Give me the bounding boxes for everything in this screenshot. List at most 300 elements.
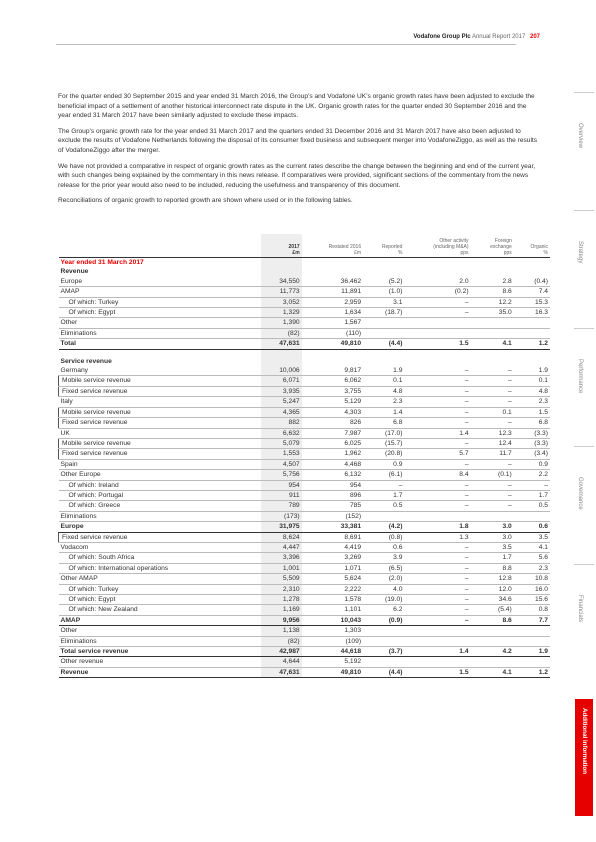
table-row (59, 636, 551, 646)
table-cell: 4.8 (514, 386, 550, 396)
table-cell: 7.4 (514, 287, 550, 297)
table-row (59, 605, 551, 615)
row-label: Germany (59, 366, 261, 376)
column-header-text: Other activity (439, 238, 469, 244)
table-cell: 16.3 (514, 308, 550, 318)
table-cell: 49,810 (302, 339, 363, 349)
table-cell (404, 626, 470, 636)
table-row (59, 480, 551, 490)
table-row (59, 532, 551, 542)
table-cell (514, 349, 550, 357)
table-cell (514, 328, 550, 338)
table-cell: 911 (261, 490, 302, 500)
table-cell: (173) (261, 511, 302, 521)
column-unit: £m (354, 250, 362, 256)
table-row (59, 522, 551, 532)
table-cell: 1.9 (514, 366, 550, 376)
table-cell: 6.2 (363, 605, 404, 615)
section-tab-strategy[interactable] (574, 210, 594, 329)
table-cell: 6.8 (363, 418, 404, 428)
table-cell: 12.2 (471, 297, 514, 307)
table-cell (471, 318, 514, 328)
table-row (59, 386, 551, 396)
table-cell: 5,624 (302, 574, 363, 584)
table-cell: 1,390 (261, 318, 302, 328)
table-cell (404, 349, 470, 357)
column-header-text: 2017 (288, 244, 300, 250)
section-tab-additional-information[interactable] (575, 699, 593, 816)
table-cell: 7,987 (302, 428, 363, 438)
table-cell: 4.8 (363, 386, 404, 396)
table-cell: – (471, 480, 514, 490)
table-cell: (3.7) (363, 647, 404, 657)
paragraph: We have not provided a comparative in respect of organic growth rates as the current rates describe the change between the beginning and end of the current year, with such changes being explained by the commentary in this news release. If comparatives were provided, significant sections of the commentary from the news release for the prior year would also need to be included, reducing the usefulness and transparency of this document. (58, 162, 536, 189)
column-header-2017 (261, 234, 302, 258)
table-cell: (82) (261, 328, 302, 338)
table-spacer (59, 349, 551, 357)
table-cell: 0.5 (514, 501, 550, 511)
table-cell: 8.4 (404, 470, 470, 480)
row-label: Of which: Egypt (59, 595, 261, 605)
column-header-text: Organic (530, 244, 548, 250)
table-cell (404, 328, 470, 338)
table-cell: (152) (302, 511, 363, 521)
table-cell: 12.8 (471, 574, 514, 584)
row-label: Of which: Turkey (59, 297, 261, 307)
section-tab-label: Overview (577, 123, 583, 149)
section-tab-governance[interactable] (574, 446, 594, 565)
table-row (59, 366, 551, 376)
table-cell: 9,956 (261, 615, 302, 625)
table-row (59, 511, 551, 521)
table-cell: – (471, 418, 514, 428)
table-cell: 2.8 (471, 277, 514, 287)
report-title: Annual Report 2017 (471, 34, 526, 40)
row-label: Eliminations (59, 636, 261, 646)
table-row (59, 542, 551, 552)
column-unit: % (398, 250, 403, 256)
table-cell: 1,001 (261, 563, 302, 573)
table-cell: 0.5 (363, 501, 404, 511)
table-cell: 4.1 (471, 339, 514, 349)
table-cell (363, 657, 404, 667)
table-cell: 826 (302, 418, 363, 428)
table-cell: (18.7) (363, 308, 404, 318)
table-cell (363, 636, 404, 646)
table-cell: 4,419 (302, 542, 363, 552)
table-cell: 0.1 (471, 407, 514, 417)
table-cell: 8.8 (471, 563, 514, 573)
section-tab-performance[interactable] (574, 328, 594, 447)
table-cell: (6.1) (363, 470, 404, 480)
table-cell: 35.0 (471, 308, 514, 318)
table-cell: – (471, 366, 514, 376)
table-cell: 1,567 (302, 318, 363, 328)
table-cell (514, 318, 550, 328)
row-label: Spain (59, 459, 261, 469)
table-cell: 2.2 (514, 470, 550, 480)
page-number: 207 (529, 34, 540, 40)
row-label: Other AMAP (59, 574, 261, 584)
table-cell: – (471, 490, 514, 500)
row-label: Revenue (60, 268, 89, 276)
row-label: Of which: New Zealand (59, 605, 261, 615)
column-header-text: Foreign (494, 238, 512, 244)
table-cell: 6,071 (261, 376, 302, 386)
table-cell: (5.2) (363, 277, 404, 287)
row-label: Of which: Ireland (59, 480, 261, 490)
table-cell: 3.1 (363, 297, 404, 307)
section-tab-label: Performance (577, 359, 583, 394)
table-cell: – (404, 459, 470, 469)
table-cell: 16.0 (514, 584, 550, 594)
table-cell: 34.6 (471, 595, 514, 605)
table-cell (514, 258, 550, 268)
table-cell: 4.1 (471, 667, 514, 677)
table-cell: 47,631 (261, 667, 302, 677)
table-cell: 8.6 (471, 615, 514, 625)
table-cell (363, 267, 404, 276)
row-label: Fixed service revenue (59, 449, 261, 459)
table-row (59, 615, 551, 625)
table-cell: – (471, 386, 514, 396)
section-tab-label: Strategy (577, 241, 583, 264)
row-label: UK (59, 428, 261, 438)
table-cell: 1,169 (261, 605, 302, 615)
table-cell: 1.8 (404, 522, 470, 532)
table-cell: 5,247 (261, 397, 302, 407)
table-cell: 1.7 (363, 490, 404, 500)
table-row (59, 584, 551, 594)
table-row (59, 258, 551, 268)
table-cell: 1,553 (261, 449, 302, 459)
table-cell (363, 349, 404, 357)
table-cell: 42,987 (261, 647, 302, 657)
table-cell: (0.9) (363, 615, 404, 625)
table-cell: 11,891 (302, 287, 363, 297)
table-cell: 1.2 (514, 339, 550, 349)
row-label: Total (59, 339, 261, 349)
table-cell: (2.0) (363, 574, 404, 584)
table-row (59, 287, 551, 297)
table-cell (404, 318, 470, 328)
table-cell: (1.0) (363, 287, 404, 297)
table-row (59, 470, 551, 480)
table-cell: 1.5 (404, 667, 470, 677)
table-cell: 2,310 (261, 584, 302, 594)
table-cell (471, 636, 514, 646)
table-cell: – (471, 376, 514, 386)
row-label: Vodacom (59, 542, 261, 552)
table-cell: (5.4) (471, 605, 514, 615)
table-cell: 8.6 (471, 287, 514, 297)
section-tab-label: Financials (577, 595, 583, 623)
table-cell: 2.3 (363, 397, 404, 407)
table-cell: 3,269 (302, 553, 363, 563)
table-cell: 2.3 (514, 563, 550, 573)
table-row (59, 459, 551, 469)
table-cell (471, 626, 514, 636)
table-cell (302, 357, 363, 366)
table-cell: 3,935 (261, 386, 302, 396)
row-label: Of which: South Africa (59, 553, 261, 563)
table-cell: 15.3 (514, 297, 550, 307)
section-tab-label: Governance (577, 477, 583, 510)
section-tab-label: Additional information (581, 708, 588, 774)
table-cell: 1.7 (471, 553, 514, 563)
table-cell: 1.9 (363, 366, 404, 376)
table-cell (471, 349, 514, 357)
table-cell: 1,278 (261, 595, 302, 605)
row-label: Mobile service revenue (59, 438, 261, 448)
table-cell: – (404, 595, 470, 605)
table-cell: 6,062 (302, 376, 363, 386)
table-cell: 789 (261, 501, 302, 511)
table-cell: (20.8) (363, 449, 404, 459)
table-row (59, 339, 551, 349)
row-label: Mobile service revenue (59, 376, 261, 386)
table-row (59, 595, 551, 605)
table-cell: 0.1 (514, 376, 550, 386)
table-row (59, 657, 551, 667)
column-unit: % (543, 250, 548, 256)
row-label: Of which: Turkey (59, 584, 261, 594)
row-label: Of which: Egypt (59, 308, 261, 318)
table-cell: – (404, 397, 470, 407)
table-cell (514, 636, 550, 646)
table-row (59, 318, 551, 328)
table-row (59, 328, 551, 338)
row-label: Italy (59, 397, 261, 407)
table-cell: 0.6 (514, 522, 550, 532)
table-cell: 0.8 (514, 605, 550, 615)
table-cell: 5,756 (261, 470, 302, 480)
table-cell (363, 626, 404, 636)
table-cell: (3.4) (514, 449, 550, 459)
table-cell: 954 (302, 480, 363, 490)
table-cell: (0.2) (404, 287, 470, 297)
table-cell: 1,329 (261, 308, 302, 318)
table-row (59, 667, 551, 677)
table-cell: 4,447 (261, 542, 302, 552)
table-cell: – (404, 386, 470, 396)
table-cell: 6,632 (261, 428, 302, 438)
table-row (59, 490, 551, 500)
table-cell: (6.5) (363, 563, 404, 573)
table-cell: – (404, 297, 470, 307)
table-cell (404, 511, 470, 521)
table-cell: – (404, 480, 470, 490)
row-label: Service revenue (60, 357, 112, 365)
table-cell: 4,303 (302, 407, 363, 417)
table-cell: (4.4) (363, 339, 404, 349)
table-cell: 11,773 (261, 287, 302, 297)
table-cell: – (363, 480, 404, 490)
table-row (59, 553, 551, 563)
paragraph: The Group’s organic growth rate for the year ended 31 March 2017 and the quarters ended 31 December 2016 and 31 March 2017 have also been adjusted to exclude the results of Vodafone Netherlands following the disposal of its consumer fixed business and subsequent merger into VodafoneZiggo, as well as the results of VodafoneZiggo after the merger. (58, 127, 538, 154)
table-cell: (3.3) (514, 428, 550, 438)
table-row (59, 449, 551, 459)
table-cell: 3,755 (302, 386, 363, 396)
table-cell: (0.1) (471, 470, 514, 480)
row-label: Fixed service revenue (59, 386, 261, 396)
table-cell: 12.3 (471, 428, 514, 438)
table-cell: 1.5 (404, 339, 470, 349)
column-header-foreign-exchange (471, 234, 514, 258)
column-header-text: Reported (381, 244, 403, 250)
table-cell: 1.4 (363, 407, 404, 417)
table-row (59, 428, 551, 438)
section-tab-financials[interactable] (574, 564, 594, 683)
row-label: Other (59, 626, 261, 636)
row-label: Fixed service revenue (59, 532, 261, 542)
paragraph: Reconciliations of organic growth to reported growth are shown where used or in the following tables. (58, 197, 353, 205)
table-cell: 0.6 (363, 542, 404, 552)
table-cell: 4,507 (261, 459, 302, 469)
table-cell (302, 349, 363, 357)
table-cell: – (404, 501, 470, 511)
row-label: Europe (59, 277, 261, 287)
table-cell (404, 357, 470, 366)
table-cell: 2,959 (302, 297, 363, 307)
table-cell (404, 267, 470, 276)
table-cell (302, 258, 363, 268)
table-cell: 34,550 (261, 277, 302, 287)
table-row (59, 397, 551, 407)
table-cell: 5,192 (302, 657, 363, 667)
table-cell (514, 657, 550, 667)
table-cell (363, 511, 404, 521)
table-cell: 1,578 (302, 595, 363, 605)
table-row (59, 626, 551, 636)
table-cell: 785 (302, 501, 363, 511)
table-row (59, 376, 551, 386)
table-cell: 5.7 (404, 449, 470, 459)
table-cell: 1.9 (514, 647, 550, 657)
table-cell: 1,962 (302, 449, 363, 459)
body-text (58, 92, 538, 212)
company-name: Vodafone Group Plc (413, 34, 471, 40)
table-row (59, 407, 551, 417)
table-cell: 3,396 (261, 553, 302, 563)
table-cell: (15.7) (363, 438, 404, 448)
table-cell (363, 258, 404, 268)
table-cell: 6,132 (302, 470, 363, 480)
column-header-label (59, 234, 261, 258)
table-row (59, 357, 551, 366)
table-cell (514, 511, 550, 521)
table-cell (261, 349, 302, 357)
table-cell (514, 357, 550, 366)
table-cell (261, 357, 302, 366)
row-label: Mobile service revenue (59, 407, 261, 417)
table-cell (404, 636, 470, 646)
table-cell: 3.9 (363, 553, 404, 563)
table-cell: 4.0 (363, 584, 404, 594)
table-cell: 4,468 (302, 459, 363, 469)
table-cell: – (471, 397, 514, 407)
row-label: Other Europe (59, 470, 261, 480)
table-cell: 1,071 (302, 563, 363, 573)
table-row (59, 438, 551, 448)
table-cell: – (471, 501, 514, 511)
section-tab-overview[interactable] (574, 92, 594, 211)
table-cell: 0.9 (363, 459, 404, 469)
table-cell (471, 258, 514, 268)
table-cell (302, 267, 363, 276)
row-label: Europe (59, 522, 261, 532)
column-header-text: Restated 2016 (328, 244, 362, 250)
row-label: Other revenue (59, 657, 261, 667)
column-header-text: exchange (490, 244, 512, 250)
table-cell: 4,365 (261, 407, 302, 417)
table-cell (261, 267, 302, 276)
table-cell: 1.2 (514, 667, 550, 677)
table-cell: – (404, 308, 470, 318)
table-cell: 1.4 (404, 647, 470, 657)
table-cell: 3.5 (514, 532, 550, 542)
table-cell: – (404, 584, 470, 594)
table-cell: 9,817 (302, 366, 363, 376)
row-label: Of which: Portugal (59, 490, 261, 500)
table-cell (514, 267, 550, 276)
table-cell: (109) (302, 636, 363, 646)
table-cell: 2,222 (302, 584, 363, 594)
table-cell: 3,052 (261, 297, 302, 307)
table-cell: (0.4) (514, 277, 550, 287)
row-label: Total service revenue (59, 647, 261, 657)
table-cell: 1.3 (404, 532, 470, 542)
table-cell (363, 318, 404, 328)
table-cell: – (404, 605, 470, 615)
column-header-organic (514, 234, 550, 258)
table-cell: 10,043 (302, 615, 363, 625)
table-cell: 1.4 (404, 428, 470, 438)
table-cell (363, 357, 404, 366)
row-label: AMAP (59, 615, 261, 625)
table-row (59, 267, 551, 276)
table-cell: 896 (302, 490, 363, 500)
table-cell: – (404, 418, 470, 428)
table-cell: 3.5 (471, 542, 514, 552)
column-header-2016 (302, 234, 363, 258)
table-cell: 3.0 (471, 522, 514, 532)
table-cell: 0.1 (363, 376, 404, 386)
table-cell: (110) (302, 328, 363, 338)
row-label: Eliminations (59, 511, 261, 521)
column-unit: pps (460, 250, 469, 256)
table-cell: 12.4 (471, 438, 514, 448)
column-unit: £m (292, 250, 300, 256)
table-cell: 44,618 (302, 647, 363, 657)
row-label (59, 349, 261, 357)
table-cell: – (404, 574, 470, 584)
table-row (59, 647, 551, 657)
table-cell: 10,006 (261, 366, 302, 376)
table-cell: – (404, 376, 470, 386)
table-row (59, 501, 551, 511)
paragraph: For the quarter ended 30 September 2015 and year ended 31 March 2016, the Group’s and Vodafone UK’s organic growth rates have been adjusted to exclude the beneficial impact of a settlement of another historical interconnect rate dispute in the UK. Organic growth rates for the quarter ended 30 September 2016 and the year ended 31 March 2017 have been similarly adjusted to exclude these impacts. (58, 93, 535, 120)
table-cell: 5,129 (302, 397, 363, 407)
column-header-text: (including M&A) (433, 244, 469, 250)
table-cell: – (514, 480, 550, 490)
table-cell: (0.8) (363, 532, 404, 542)
table-cell: 31,975 (261, 522, 302, 532)
table-cell (471, 657, 514, 667)
table-cell (404, 657, 470, 667)
table-cell: 5,509 (261, 574, 302, 584)
table-cell: – (404, 490, 470, 500)
